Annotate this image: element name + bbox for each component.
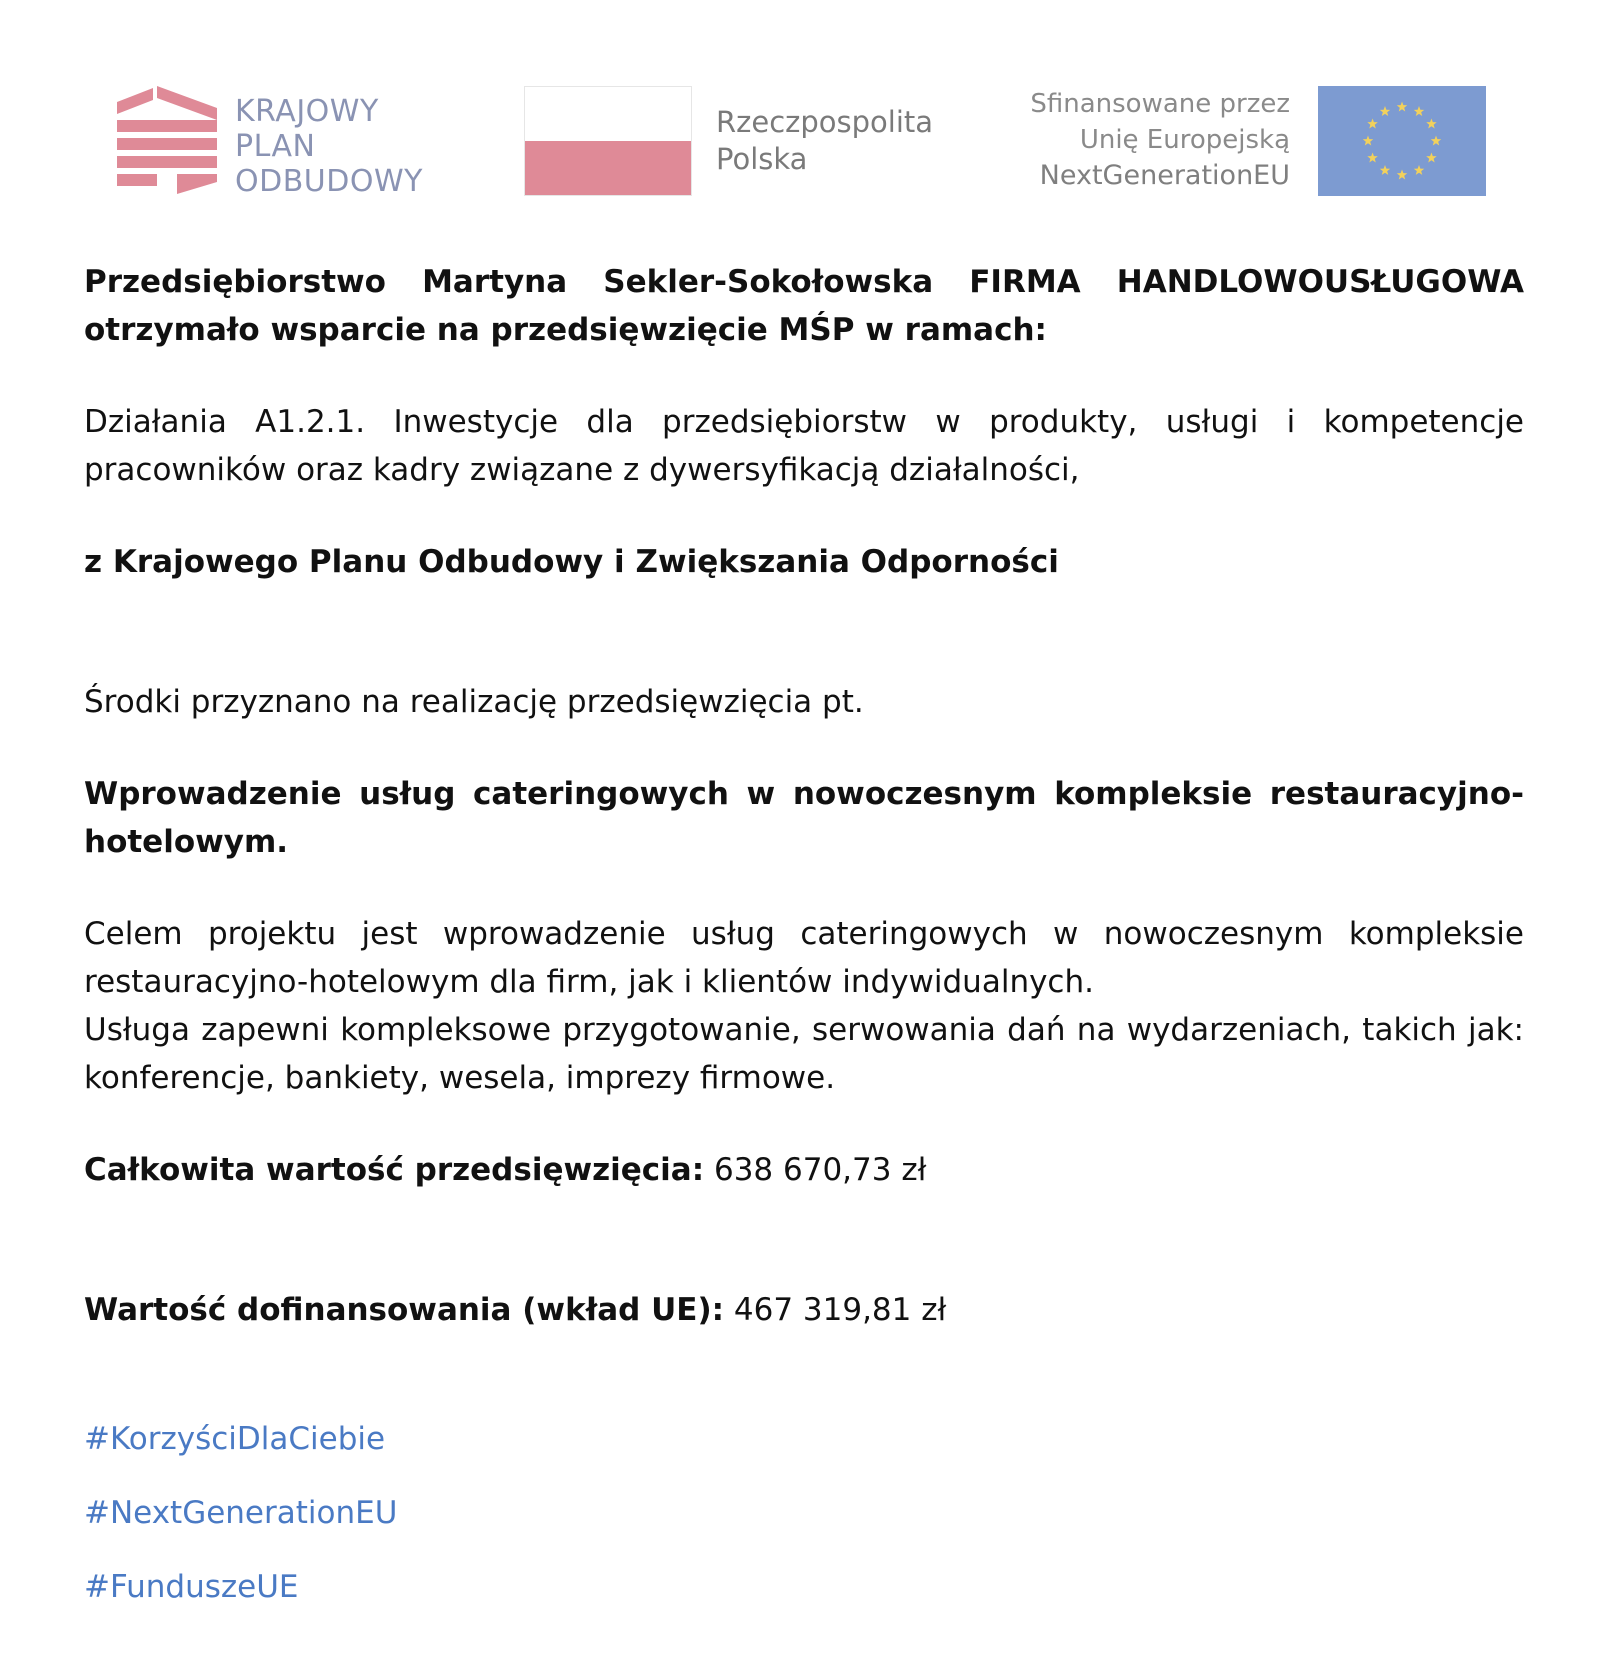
kpo-line-2: PLAN xyxy=(235,129,316,164)
eu-logo xyxy=(1000,86,1486,196)
kpo-building-icon xyxy=(117,86,217,196)
eu-line-2: Unię Europejską xyxy=(1079,125,1290,155)
kpo-line-1: KRAJOWY xyxy=(235,94,379,129)
source-paragraph: z Krajowego Planu Odbudowy i Zwiększania Odporności xyxy=(84,544,1059,580)
funding-value-amount: 467 319,81 zł xyxy=(724,1292,947,1328)
polish-flag-icon xyxy=(524,86,692,196)
rp-line-2: Polska xyxy=(716,142,808,176)
goal-paragraph-2: Usługa zapewni kompleksowe przygotowanie, serwowania dań na wydarzeniach, takich jak: konferencje, bankiety, wesela, imprezy firmowe. xyxy=(84,1012,1524,1096)
kpo-wordmark xyxy=(235,94,465,199)
action-paragraph: Działania A1.2.1. Inwestycje dla przedsiębiorstw w produkty, usługi i kompetencje pracowników oraz kadry związane z dywersyfikacją działalności, xyxy=(84,404,1524,488)
total-value-amount: 638 670,73 zł xyxy=(704,1152,927,1188)
kpo-line-3: ODBUDOWY xyxy=(235,164,423,199)
hashtag-korzysci[interactable]: #KorzyściDlaCiebie xyxy=(84,1421,386,1457)
logo-bar xyxy=(0,80,1600,200)
kpo-logo xyxy=(117,86,462,199)
rp-logo xyxy=(524,86,944,196)
hashtag-nextgenerationeu[interactable]: #NextGenerationEU xyxy=(84,1495,398,1531)
project-title: Wprowadzenie usług cateringowych w nowoczesnym kompleksie restauracyjno-hotelowym. xyxy=(84,776,1524,860)
eu-flag-icon xyxy=(1318,86,1486,196)
funds-intro: Środki przyznano na realizację przedsięwzięcia pt. xyxy=(84,684,864,720)
rp-line-1: Rzeczpospolita xyxy=(716,105,934,139)
eu-wordmark xyxy=(1030,86,1290,194)
total-value-line xyxy=(84,1146,1524,1194)
hashtag-list xyxy=(84,1402,1524,1624)
intro-paragraph: Przedsiębiorstwo Martyna Sekler-Sokołowska FIRMA HANDLOWOUSŁUGOWA otrzymało wsparcie na przedsięwzięcie MŚP w ramach: xyxy=(84,264,1524,348)
goal-paragraph-1: Celem projektu jest wprowadzenie usług cateringowych w nowoczesnym kompleksie restauracyjno-hotelowym dla firm, jak i klientów indywidualnych. xyxy=(84,916,1524,1000)
eu-line-1: Sfinansowane przez xyxy=(1030,89,1290,119)
eu-line-3: NextGenerationEU xyxy=(1039,160,1290,191)
hashtag-funduszeue[interactable]: #FunduszeUE xyxy=(84,1569,299,1605)
document-body xyxy=(84,258,1524,1624)
funding-value-label: Wartość dofinansowania (wkład UE): xyxy=(84,1292,725,1328)
funding-value-line xyxy=(84,1286,1524,1334)
total-value-label: Całkowita wartość przedsięwzięcia: xyxy=(84,1152,705,1188)
rp-wordmark xyxy=(716,104,933,178)
